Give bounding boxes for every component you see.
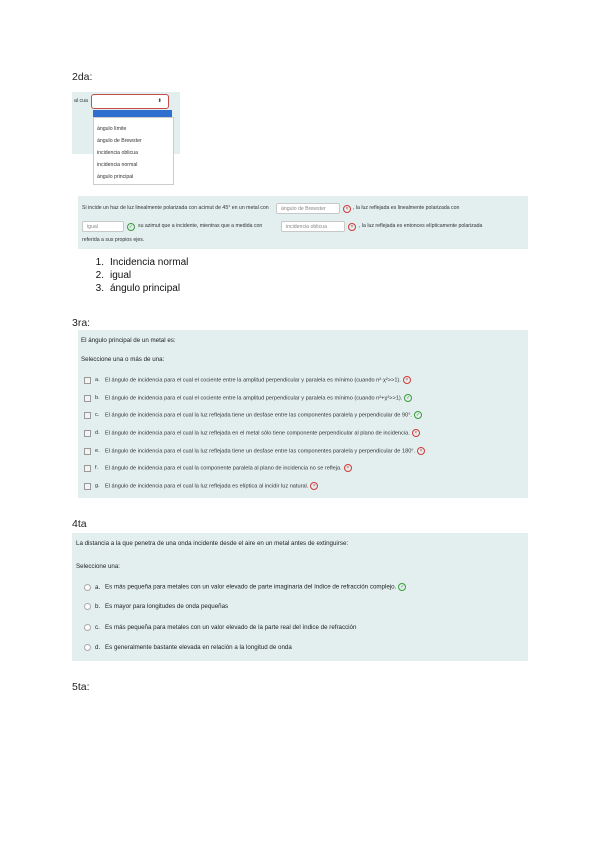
q3-prompt: Seleccione una o más de una: [81,356,165,363]
incorrect-icon: × [344,464,352,472]
correct-icon: ✓ [406,395,411,401]
option-text: Es más pequeña para metales con un valor elevado de parte imaginaria del índice de refracción complejo. [105,583,397,591]
checkbox[interactable] [84,395,91,402]
incorrect-icon: × [403,376,411,384]
checkbox[interactable] [84,430,91,437]
answer-item: 1. Incidencia normal [95,257,189,268]
checkbox[interactable] [84,483,91,490]
q3-heading: 3ra: [72,317,91,329]
option-row[interactable] [84,644,292,651]
option-text: El ángulo de incidencia para el cual la luz reflejada en el metal sólo tiene componente perpendicular al plano de incidencia. [105,430,410,437]
option-row[interactable] [84,411,422,419]
correct-icon: ✓ [128,224,134,230]
option-letter: e. [95,448,100,455]
dropdown-option[interactable]: incidencia normal [97,162,138,168]
option-text: Es generalmente bastante elevada en relación a la longitud de onda [105,644,292,652]
q4-question: La distancia a la que penetra de una onda incidente desde el aire en un metal antes de extinguirse: [76,540,349,547]
q2-line2: su azimut que a incidente, mientras que a medida con [138,223,263,229]
checkbox[interactable] [84,412,91,419]
option-text: El ángulo de incidencia para el cual el cociente entre la amplitud perpendicular y paralela es mínimo (cuando n²·χ²>>1). [105,377,401,384]
option-text: Es mayor para longitudes de onda pequeñas [105,603,229,611]
option-text: El ángulo de incidencia para el cual la luz reflejada es elíptica al incidir luz natural. [105,483,309,490]
dropdown-select[interactable] [91,94,169,109]
q2-heading: 2da: [72,71,93,83]
option-text: El ángulo de incidencia para el cual la luz reflejada tiene un desfase entre las componentes paralela y perpendicular de 90°. [105,412,412,419]
option-text: El ángulo de incidencia para el cual el cociente entre la amplitud perpendicular y paralela es mínimo (cuando n²+χ²>>1). [105,395,403,402]
q4-heading: 4ta [72,518,87,530]
option-letter: d. [95,644,101,652]
q2-line1-after: , la luz reflejada es linealmente polarizada con [353,205,460,211]
incorrect-icon: × [417,447,425,455]
option-letter: b. [95,603,101,611]
q2-answers [86,256,188,295]
option-letter: a. [95,377,100,384]
select-1-value: ángulo de Brewster [281,206,326,212]
option-letter: a. [95,583,101,591]
dropdown-option[interactable]: ángulo de Brewster [97,138,142,144]
checkbox[interactable] [84,448,91,455]
option-letter: f. [95,465,99,472]
answer-item: 2. igual [95,270,132,281]
select-3-value: incidencia oblicua [286,224,327,230]
q3-question: El ángulo principal de un metal es: [81,337,176,344]
chevron-icon: ⬍ [157,98,162,104]
option-letter: c. [95,412,100,419]
dropdown-area [72,92,180,180]
select-2[interactable] [82,221,124,232]
option-row[interactable] [84,447,425,455]
option-letter: g. [95,483,100,490]
q4-prompt: Seleccione una: [76,563,121,570]
radio-button[interactable] [84,603,91,610]
option-letter: d. [95,430,100,437]
incorrect-icon: × [348,223,356,231]
option-row[interactable] [84,603,228,610]
q5-heading: 5ta: [72,681,90,693]
select-1[interactable] [276,203,340,214]
correct-icon: ✓ [400,584,405,590]
option-row[interactable] [84,464,352,472]
select-2-value: igual [87,224,98,230]
incorrect-icon: × [412,429,420,437]
option-letter: c. [95,624,100,632]
dropdown-option[interactable]: incidencia oblicua [97,150,138,156]
q2-line1: Si incide un haz de luz linealmente polarizada con acimut de 45° en un metal con [82,205,269,211]
checkbox[interactable] [84,377,91,384]
option-letter: b. [95,395,100,402]
q2-panel [78,196,528,249]
incorrect-icon: × [343,205,351,213]
dropdown-menu[interactable] [93,117,174,185]
checkbox[interactable] [84,465,91,472]
dropdown-highlight [93,110,172,117]
radio-button[interactable] [84,624,91,631]
dropdown-option[interactable]: ángulo límite [97,126,127,132]
radio-button[interactable] [84,584,91,591]
dropdown-option[interactable]: ángulo principal [97,174,134,180]
incorrect-icon: × [310,482,318,490]
q4-panel [72,533,528,661]
option-row[interactable] [84,482,318,490]
radio-button[interactable] [84,644,91,651]
option-text: Es más pequeña para metales con un valor elevado de la parte real del índice de refracción [105,624,357,632]
correct-icon: ✓ [415,412,421,418]
q2-line3: referida a sus propios ejes. [82,237,145,243]
option-text: El ángulo de incidencia para el cual la componente paralela al plano de incidencia no se refleja. [105,465,342,472]
select-3[interactable] [281,221,345,232]
option-row[interactable] [84,624,356,631]
q2-line2-after: , la luz reflejada es entonces elípticamente polarizada [359,223,483,229]
option-row[interactable] [84,394,412,402]
dropdown-prefix: al cua [74,98,88,104]
option-row[interactable] [84,376,411,384]
option-text: El ángulo de incidencia para el cual la luz reflejada tiene un desfase entre las componentes paralela y perpendicular de 180°. [105,448,416,455]
option-row[interactable] [84,429,420,437]
answer-item: 3. ángulo principal [95,283,181,294]
option-row[interactable] [84,583,406,591]
